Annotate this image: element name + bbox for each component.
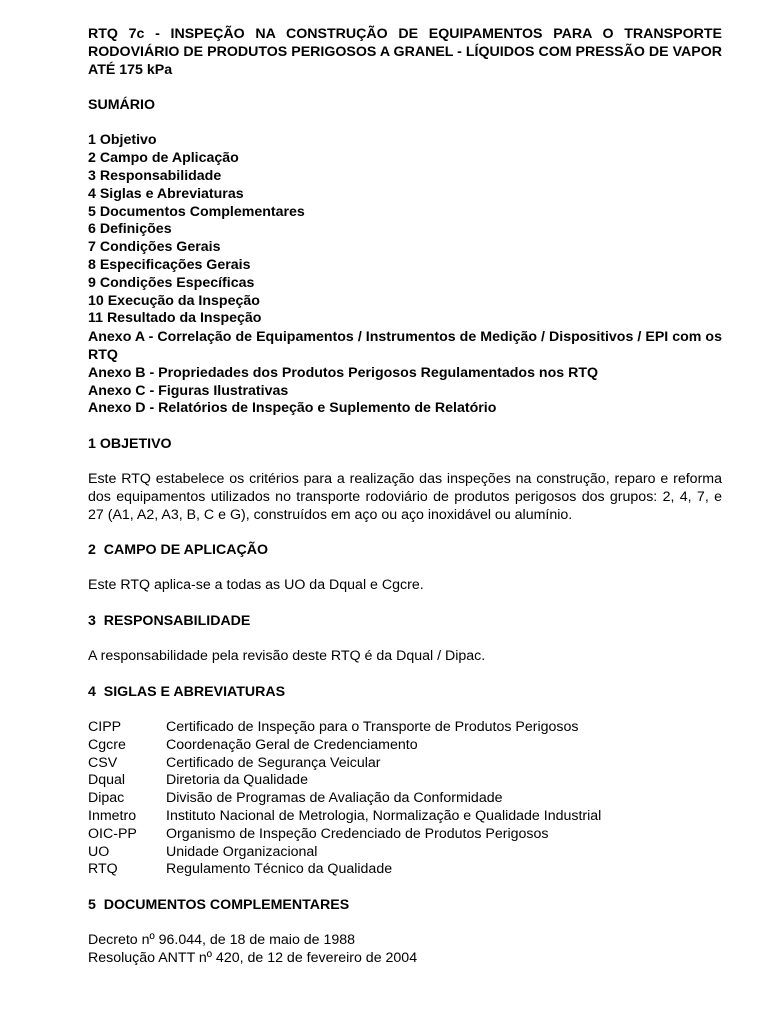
abbreviation-row <box>88 772 722 790</box>
document-title: RTQ 7c - INSPEÇÃO NA CONSTRUÇÃO DE EQUIPAMENTOS PARA O TRANSPORTE RODOVIÁRIO DE PRODUTOS PERIGOSOS A GRANEL - LÍQUIDOS COM PRESSÃO DE VAPOR ATÉ 175 kPa <box>88 26 722 78</box>
toc-annex: Anexo B - Propriedades dos Produtos Perigosos Regulamentados nos RTQ <box>88 364 599 381</box>
abbreviation-row <box>88 719 722 737</box>
toc-item: 11 Resultado da Inspeção <box>88 310 262 327</box>
abbreviation-row <box>88 861 722 879</box>
toc-item: 2 Campo de Aplicação <box>88 150 239 167</box>
abbreviation-code: CSV <box>88 754 118 771</box>
reference-document: Decreto nº 96.044, de 18 de maio de 1988 <box>88 932 356 949</box>
section-text-responsibility: A responsabilidade pela revisão deste RTQ é da Dqual / Dipac. <box>88 648 486 665</box>
abbreviation-description: Certificado de Inspeção para o Transporte de Produtos Perigosos <box>166 719 579 736</box>
abbreviation-row <box>88 844 722 862</box>
abbreviation-description: Instituto Nacional de Metrologia, Normalização e Qualidade Industrial <box>166 808 602 825</box>
abbreviation-code: Dipac <box>88 790 125 807</box>
abbreviation-description: Divisão de Programas de Avaliação da Conformidade <box>166 790 503 807</box>
abbreviation-description: Certificado de Segurança Veicular <box>166 754 381 771</box>
table-of-contents <box>88 132 722 418</box>
toc-item: 10 Execução da Inspeção <box>88 292 260 309</box>
abbreviation-row <box>88 737 722 755</box>
abbreviation-code: Dqual <box>88 772 126 789</box>
abbreviation-code: Inmetro <box>88 808 137 825</box>
toc-item: 6 Definições <box>88 221 172 238</box>
abbreviation-description: Coordenação Geral de Credenciamento <box>166 736 418 753</box>
section-heading-responsibility: 3 RESPONSABILIDADE <box>88 612 251 629</box>
toc-item: 7 Condições Gerais <box>88 239 221 256</box>
toc-annex: Anexo C - Figuras Ilustrativas <box>88 382 289 399</box>
abbreviation-description: Regulamento Técnico da Qualidade <box>166 861 393 878</box>
abbreviation-row <box>88 826 722 844</box>
toc-item: 4 Siglas e Abreviaturas <box>88 185 244 202</box>
section-heading-scope: 2 CAMPO DE APLICAÇÃO <box>88 542 268 559</box>
abbreviation-code: RTQ <box>88 861 118 878</box>
section-text-objective: Este RTQ estabelece os critérios para a realização das inspeções na construção, reparo e reforma dos equipamentos utilizados no transporte rodoviário de produtos perigosos dos grupos: 2, 4, 7, e 27 (A1, A2, A3, B, C e G), construídos em aço ou aço inoxidável ou alumínio. <box>88 471 722 523</box>
abbreviation-description: Diretoria da Qualidade <box>166 772 308 789</box>
summary-heading: SUMÁRIO <box>88 96 155 113</box>
toc-item: 9 Condições Específicas <box>88 274 255 291</box>
document-page <box>88 26 722 968</box>
section-text-scope: Este RTQ aplica-se a todas as UO da Dqual e Cgcre. <box>88 577 424 594</box>
abbreviation-code: OIC-PP <box>88 825 137 842</box>
abbreviation-row <box>88 808 722 826</box>
toc-item: 5 Documentos Complementares <box>88 203 305 220</box>
toc-annex: Anexo A - Correlação de Equipamentos / Instrumentos de Medição / Dispositivos / EPI com os RTQ <box>88 329 722 363</box>
abbreviation-row <box>88 790 722 808</box>
toc-annex: Anexo D - Relatórios de Inspeção e Suplemento de Relatório <box>88 400 497 417</box>
reference-document: Resolução ANTT nº 420, de 12 de fevereiro de 2004 <box>88 950 418 966</box>
abbreviations-list <box>88 719 722 879</box>
abbreviation-description: Unidade Organizacional <box>166 843 318 860</box>
abbreviation-row <box>88 755 722 773</box>
toc-item: 8 Especificações Gerais <box>88 256 251 273</box>
abbreviation-code: CIPP <box>88 719 122 736</box>
abbreviation-code: UO <box>88 843 110 860</box>
abbreviation-code: Cgcre <box>88 736 126 753</box>
toc-item: 3 Responsabilidade <box>88 167 222 184</box>
abbreviation-description: Organismo de Inspeção Credenciado de Produtos Perigosos <box>166 825 549 842</box>
section-heading-objective: 1 OBJETIVO <box>88 435 172 452</box>
section-heading-documents: 5 DOCUMENTOS COMPLEMENTARES <box>88 896 350 913</box>
toc-item: 1 Objetivo <box>88 132 157 149</box>
section-heading-abbreviations: 4 SIGLAS E ABREVIATURAS <box>88 683 286 700</box>
